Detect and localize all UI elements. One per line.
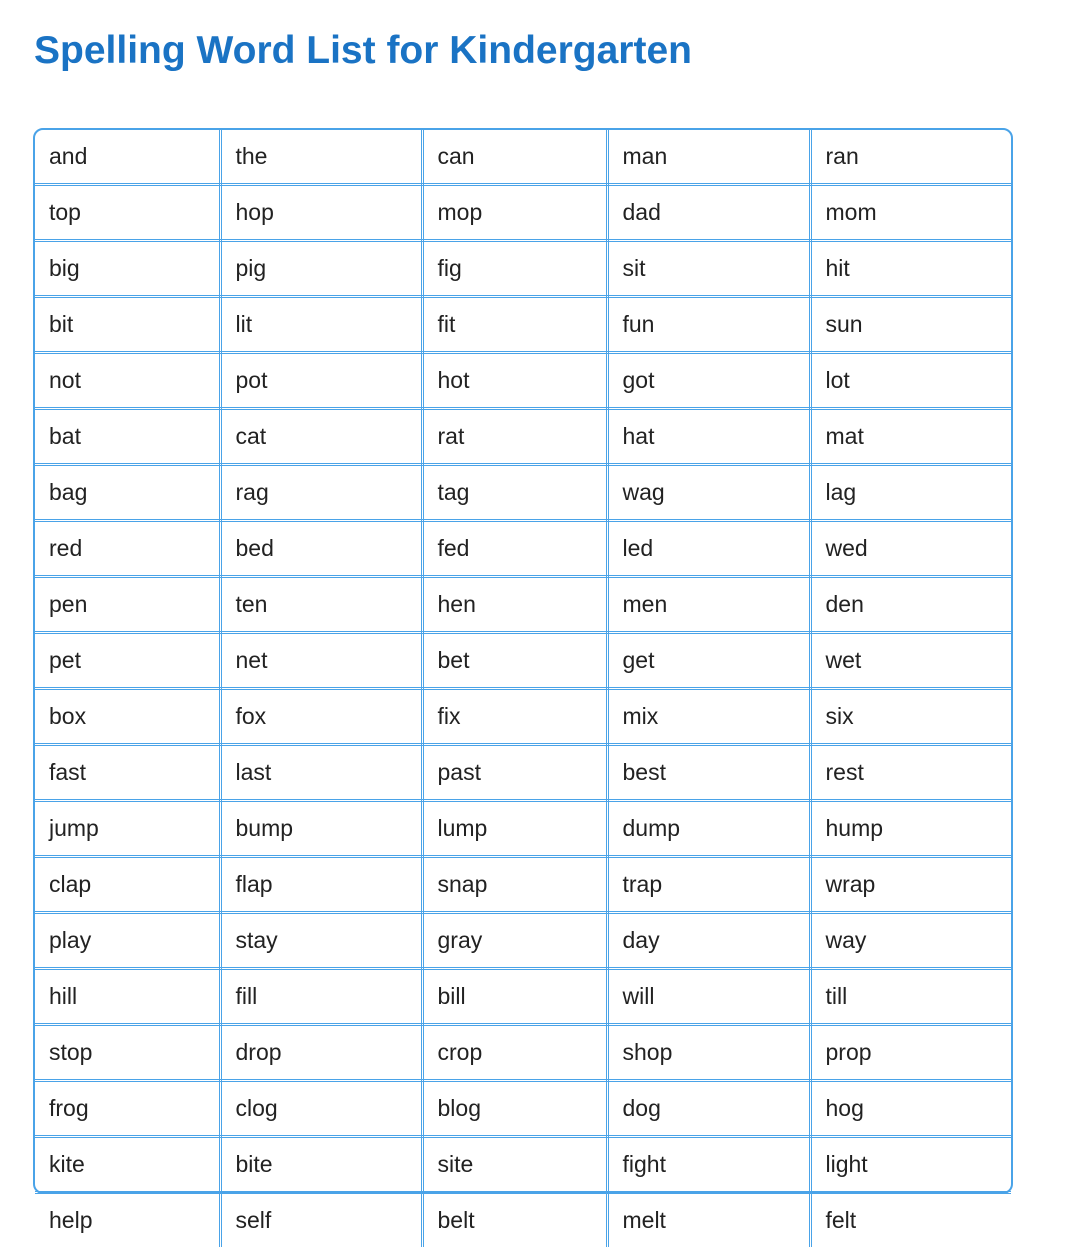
- word-cell: hot: [422, 353, 607, 409]
- word-cell: led: [607, 521, 810, 577]
- word-cell: mat: [810, 409, 1011, 465]
- table-row: [35, 969, 1011, 1025]
- word-cell: dump: [607, 801, 810, 857]
- word-cell: tag: [422, 465, 607, 521]
- word-cell: red: [35, 521, 220, 577]
- word-cell: ran: [810, 130, 1011, 185]
- word-cell: felt: [810, 1193, 1011, 1247]
- word-cell: mix: [607, 689, 810, 745]
- word-cell: ten: [220, 577, 422, 633]
- table-row: [35, 465, 1011, 521]
- table-row: [35, 521, 1011, 577]
- table-row: [35, 185, 1011, 241]
- word-cell: rat: [422, 409, 607, 465]
- word-cell: way: [810, 913, 1011, 969]
- word-cell: day: [607, 913, 810, 969]
- word-cell: bag: [35, 465, 220, 521]
- word-cell: crop: [422, 1025, 607, 1081]
- table-row: [35, 1025, 1011, 1081]
- word-cell: mop: [422, 185, 607, 241]
- word-cell: wag: [607, 465, 810, 521]
- word-cell: fig: [422, 241, 607, 297]
- word-cell: hop: [220, 185, 422, 241]
- word-cell: lot: [810, 353, 1011, 409]
- word-cell: not: [35, 353, 220, 409]
- table-row: [35, 857, 1011, 913]
- word-cell: help: [35, 1193, 220, 1247]
- word-cell: bat: [35, 409, 220, 465]
- word-cell: cat: [220, 409, 422, 465]
- word-cell: six: [810, 689, 1011, 745]
- word-cell: get: [607, 633, 810, 689]
- word-cell: rest: [810, 745, 1011, 801]
- word-cell: wet: [810, 633, 1011, 689]
- word-cell: sit: [607, 241, 810, 297]
- word-cell: self: [220, 1193, 422, 1247]
- word-cell: clap: [35, 857, 220, 913]
- word-cell: gray: [422, 913, 607, 969]
- word-cell: till: [810, 969, 1011, 1025]
- table-row: [35, 1193, 1011, 1247]
- table-row: [35, 1137, 1011, 1193]
- word-cell: den: [810, 577, 1011, 633]
- word-cell: prop: [810, 1025, 1011, 1081]
- table-row: [35, 913, 1011, 969]
- word-cell: fill: [220, 969, 422, 1025]
- word-cell: pig: [220, 241, 422, 297]
- word-cell: play: [35, 913, 220, 969]
- word-cell: top: [35, 185, 220, 241]
- word-cell: snap: [422, 857, 607, 913]
- word-cell: sun: [810, 297, 1011, 353]
- word-cell: stop: [35, 1025, 220, 1081]
- word-table-container: [33, 128, 1013, 1194]
- word-cell: clog: [220, 1081, 422, 1137]
- word-cell: the: [220, 130, 422, 185]
- word-cell: frog: [35, 1081, 220, 1137]
- word-cell: kite: [35, 1137, 220, 1193]
- word-cell: light: [810, 1137, 1011, 1193]
- table-row: [35, 297, 1011, 353]
- word-cell: site: [422, 1137, 607, 1193]
- word-cell: rag: [220, 465, 422, 521]
- table-row: [35, 353, 1011, 409]
- word-cell: hill: [35, 969, 220, 1025]
- word-cell: stay: [220, 913, 422, 969]
- word-cell: lump: [422, 801, 607, 857]
- word-cell: pet: [35, 633, 220, 689]
- word-cell: fix: [422, 689, 607, 745]
- word-cell: bit: [35, 297, 220, 353]
- word-table-body: [35, 130, 1011, 1247]
- word-cell: fit: [422, 297, 607, 353]
- word-cell: fight: [607, 1137, 810, 1193]
- table-row: [35, 130, 1011, 185]
- word-cell: fed: [422, 521, 607, 577]
- word-cell: fox: [220, 689, 422, 745]
- table-row: [35, 241, 1011, 297]
- table-row: [35, 577, 1011, 633]
- word-cell: wed: [810, 521, 1011, 577]
- word-cell: belt: [422, 1193, 607, 1247]
- word-cell: will: [607, 969, 810, 1025]
- word-cell: shop: [607, 1025, 810, 1081]
- word-cell: bill: [422, 969, 607, 1025]
- word-cell: fast: [35, 745, 220, 801]
- word-cell: can: [422, 130, 607, 185]
- word-cell: wrap: [810, 857, 1011, 913]
- table-row: [35, 745, 1011, 801]
- word-cell: pen: [35, 577, 220, 633]
- word-cell: box: [35, 689, 220, 745]
- word-cell: fun: [607, 297, 810, 353]
- word-cell: lit: [220, 297, 422, 353]
- word-cell: last: [220, 745, 422, 801]
- word-cell: past: [422, 745, 607, 801]
- word-table: [35, 130, 1011, 1247]
- word-cell: bed: [220, 521, 422, 577]
- word-cell: best: [607, 745, 810, 801]
- word-cell: got: [607, 353, 810, 409]
- word-cell: net: [220, 633, 422, 689]
- table-row: [35, 801, 1011, 857]
- word-cell: mom: [810, 185, 1011, 241]
- word-cell: trap: [607, 857, 810, 913]
- word-cell: lag: [810, 465, 1011, 521]
- word-cell: hog: [810, 1081, 1011, 1137]
- table-row: [35, 409, 1011, 465]
- word-cell: dad: [607, 185, 810, 241]
- word-cell: bet: [422, 633, 607, 689]
- word-cell: bump: [220, 801, 422, 857]
- word-cell: and: [35, 130, 220, 185]
- word-cell: flap: [220, 857, 422, 913]
- word-cell: hump: [810, 801, 1011, 857]
- word-cell: man: [607, 130, 810, 185]
- word-cell: men: [607, 577, 810, 633]
- word-cell: blog: [422, 1081, 607, 1137]
- word-cell: bite: [220, 1137, 422, 1193]
- word-cell: jump: [35, 801, 220, 857]
- word-cell: hen: [422, 577, 607, 633]
- page-title: Spelling Word List for Kindergarten: [34, 26, 692, 76]
- word-cell: melt: [607, 1193, 810, 1247]
- table-row: [35, 689, 1011, 745]
- word-cell: pot: [220, 353, 422, 409]
- word-cell: big: [35, 241, 220, 297]
- word-cell: hat: [607, 409, 810, 465]
- word-cell: drop: [220, 1025, 422, 1081]
- word-cell: dog: [607, 1081, 810, 1137]
- table-row: [35, 1081, 1011, 1137]
- table-row: [35, 633, 1011, 689]
- word-cell: hit: [810, 241, 1011, 297]
